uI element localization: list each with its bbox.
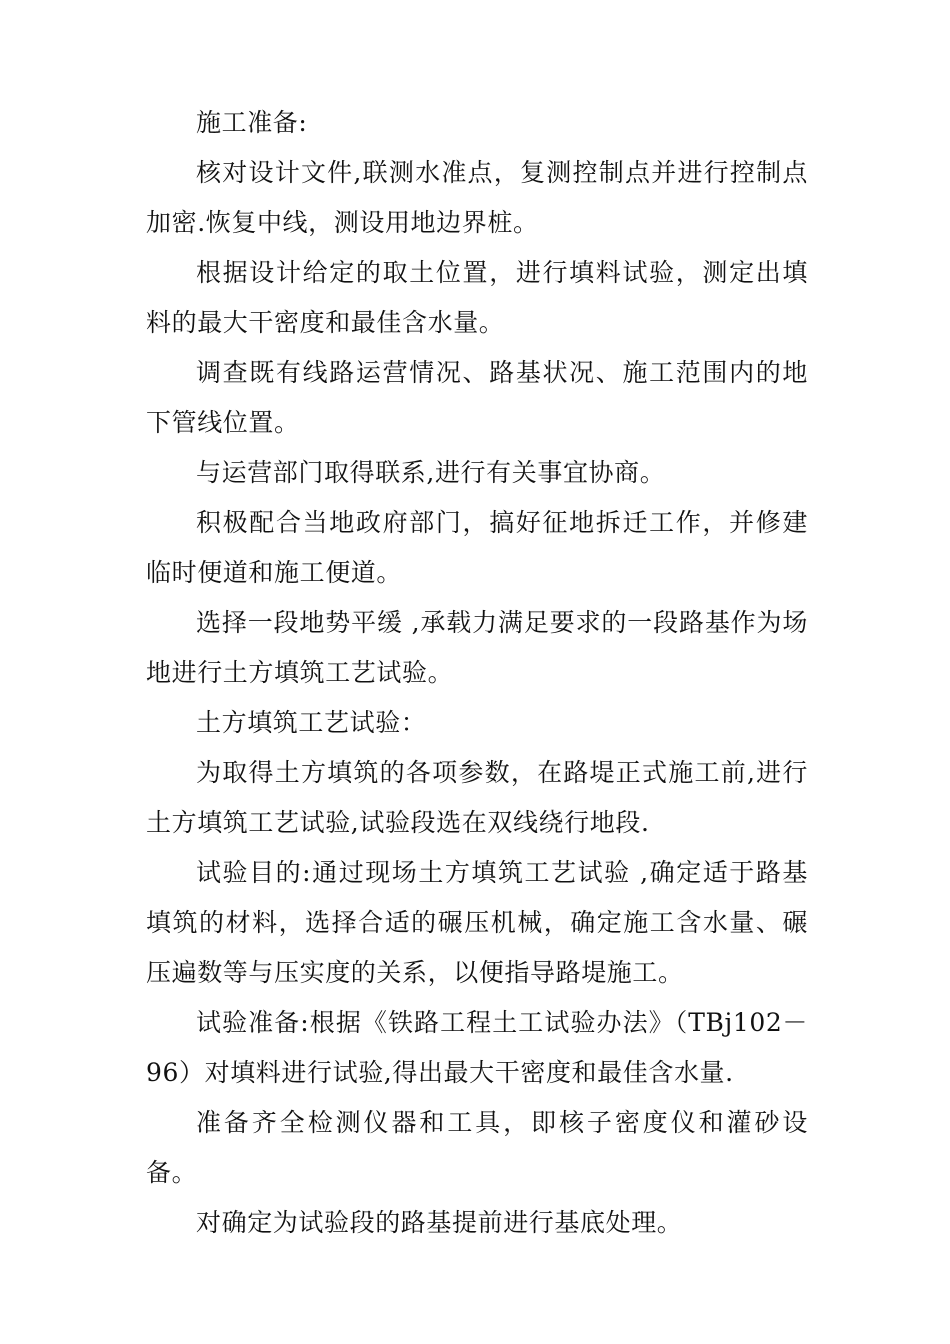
paragraph-contact-operations: 与运营部门取得联系,进行有关事宜协商。: [196, 458, 666, 487]
paragraph-base-treatment: 对确定为试验段的路基提前进行基底处理。: [196, 1208, 683, 1237]
paragraph-process-test-heading: 土方填筑工艺试验：: [196, 708, 427, 737]
paragraph-instruments: 准备齐全检测仪器和工具，即核子密度仪和灌砂设备。: [146, 1108, 808, 1187]
paragraph-test-preparation: 试验准备:根据《铁路工程土工试验办法》（TBj102－96）对填料进行试验,得出最大干密度和最佳含水量.: [146, 1008, 808, 1087]
paragraph-verify-design: 核对设计文件,联测水准点，复测控制点并进行控制点加密.恢复中线，测设用地边界桩。: [146, 158, 808, 237]
paragraph-survey-lines: 调查既有线路运营情况、路基状况、施工范围内的地下管线位置。: [146, 358, 808, 437]
paragraph-obtain-parameters: 为取得土方填筑的各项参数，在路堤正式施工前,进行土方填筑工艺试验,试验段选在双线绕行地段.: [146, 758, 808, 837]
paragraph-fill-test: 根据设计给定的取土位置，进行填料试验，测定出填料的最大干密度和最佳含水量。: [146, 258, 808, 337]
paragraph-construction-preparation: 施工准备:: [196, 108, 308, 137]
paragraph-test-purpose: 试验目的:通过现场土方填筑工艺试验 ,确定适于路基填筑的材料，选择合适的碾压机械，确定施工含水量、碾压遍数等与压实度的关系，以便指导路堤施工。: [146, 858, 808, 987]
document-body: [146, 98, 808, 1248]
paragraph-land-acquisition: 积极配合当地政府部门，搞好征地拆迁工作，并修建临时便道和施工便道。: [146, 508, 808, 587]
paragraph-select-site: 选择一段地势平缓 ,承载力满足要求的一段路基作为场地进行土方填筑工艺试验。: [146, 608, 808, 687]
